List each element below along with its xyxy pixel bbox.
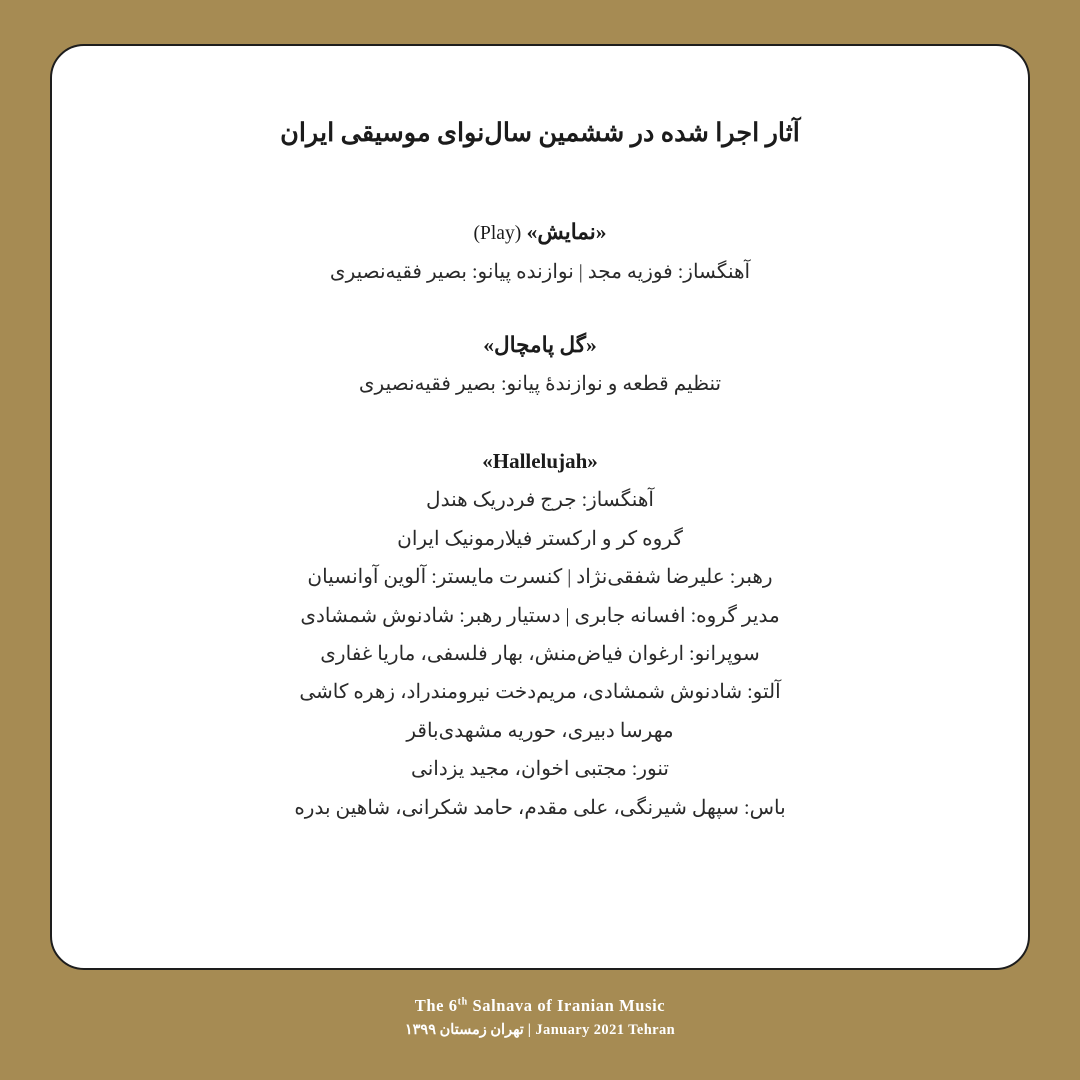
footer-title-pre: The 6 bbox=[414, 995, 458, 1015]
footer-title-ordinal: th bbox=[457, 996, 468, 1007]
footer-separator: | bbox=[527, 1022, 532, 1039]
piece-credit-3-4: مدیر گروه: افسانه جابری | دستیار رهبر: شادنوش شمشادی bbox=[300, 604, 780, 627]
page-title: آثار اجرا شده در ششمین سال‌نوای موسیقی ایران bbox=[280, 118, 800, 147]
piece-credit-3-3: رهبر: علیرضا شفقی‌نژاد | کنسرت مایستر: آلوین آوانسیان bbox=[307, 566, 773, 589]
piece-title-1-fa: «نمایش» bbox=[526, 220, 607, 245]
footer-title bbox=[0, 994, 1080, 1019]
footer bbox=[0, 994, 1080, 1043]
piece-title-2-fa: «گل پامچال» bbox=[483, 333, 597, 358]
piece-credit-1-1: آهنگساز: فوزیه مجد | نوازنده پیانو: بصیر فقیه‌نصیری bbox=[329, 260, 751, 283]
piece-credit-3-6: آلتو: شادنوش شمشادی، مریم‌دخت نیرومندراد، زهره کاشی bbox=[299, 681, 781, 704]
footer-subtitle bbox=[0, 1020, 1080, 1042]
piece-credit-3-5: سوپرانو: ارغوان فیاض‌منش، بهار فلسفی، ماریا غفاری bbox=[320, 642, 760, 665]
piece-credit-3-2: گروه کر و ارکستر فیلارمونیک ایران bbox=[397, 527, 683, 550]
piece-credit-3-9: باس: سپهل شیرنگی، علی مقدم، حامد شکرانی، شاهین بدره bbox=[294, 796, 786, 819]
piece-title-2 bbox=[122, 328, 958, 362]
piece-block-3 bbox=[122, 445, 958, 824]
piece-title-3: «Hallelujah» bbox=[482, 448, 598, 473]
piece-credit-3-8: تنور: مجتبی اخوان، مجید یزدانی bbox=[411, 758, 669, 781]
piece-credit-3-7: مهرسا دبیری، حوریه مشهدی‌باقر bbox=[406, 719, 674, 742]
piece-credit-2-1: تنظیم قطعه و نوازندهٔ پیانو: بصیر فقیه‌نصیری bbox=[358, 373, 722, 396]
piece-title-1-latin: (Play) bbox=[473, 223, 522, 245]
piece-credit-3-1: آهنگساز: جرج فردریک هندل bbox=[426, 489, 654, 512]
card-inner bbox=[52, 114, 1028, 824]
content-card bbox=[50, 44, 1030, 970]
piece-block-1 bbox=[122, 215, 958, 288]
footer-subtitle-latin: January 2021 Tehran bbox=[535, 1022, 676, 1039]
footer-title-post: Salnava of Iranian Music bbox=[467, 995, 666, 1015]
footer-subtitle-fa: تهران زمستان ۱۳۹۹ bbox=[404, 1022, 524, 1039]
piece-block-2 bbox=[122, 328, 958, 401]
piece-title-1 bbox=[122, 215, 958, 249]
